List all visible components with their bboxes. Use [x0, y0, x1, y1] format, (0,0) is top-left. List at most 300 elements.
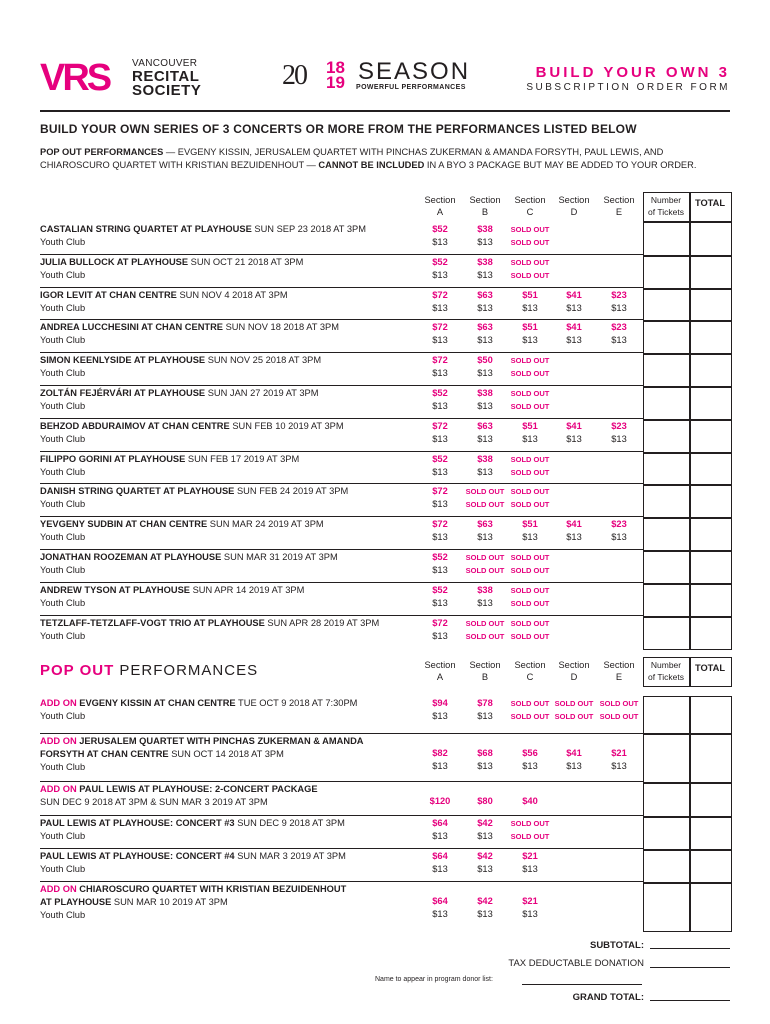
- price: $63: [477, 322, 493, 333]
- concert-row: [40, 452, 730, 485]
- intro-description: [40, 146, 730, 172]
- price: $41: [566, 748, 582, 758]
- popout-header-box-number: [643, 657, 691, 687]
- concert-title-line: [40, 519, 324, 529]
- price: $13: [522, 532, 538, 543]
- popout-concert-title: PAUL LEWIS AT PLAYHOUSE:: [40, 851, 174, 861]
- popout-concert-date: SUN DEC 9 2018 AT 3PM: [237, 818, 345, 828]
- price: $13: [477, 831, 493, 841]
- section-letter: A: [436, 672, 444, 682]
- row-total-input[interactable]: [689, 550, 732, 585]
- row-total-input[interactable]: [689, 222, 732, 257]
- popout-total-header: TOTAL: [694, 663, 726, 673]
- sold-out-label: SOLD OUT: [510, 699, 550, 708]
- price: $13: [522, 909, 538, 919]
- concert-title-line: [40, 585, 304, 595]
- ticket-count-input[interactable]: [643, 849, 691, 884]
- price: $13: [522, 302, 538, 313]
- concert-title: JONATHAN ROOZEMAN AT PLAYHOUSE: [40, 552, 222, 562]
- row-total-input[interactable]: [689, 353, 732, 388]
- season-year-2: 19: [326, 73, 345, 92]
- ticket-count-input[interactable]: [643, 353, 691, 388]
- sold-out-label: SOLD OUT: [510, 631, 550, 641]
- row-divider: [40, 319, 643, 320]
- popout-sub-label: Youth Club: [40, 864, 86, 874]
- concert-title: SIMON KEENLYSIDE AT PLAYHOUSE: [40, 355, 206, 366]
- popout-title-rest: PERFORMANCES: [114, 662, 259, 679]
- concert-title: FILIPPO GORINI AT PLAYHOUSE: [40, 453, 186, 464]
- section-word: Section: [469, 660, 501, 670]
- sold-out-label: SOLD OUT: [510, 553, 550, 562]
- price: $38: [477, 584, 493, 595]
- sold-out-label: SOLD OUT: [510, 832, 550, 841]
- section-letter: B: [481, 207, 489, 217]
- price: $13: [477, 864, 493, 874]
- popout-concert-title-bold: CONCERT #3: [175, 818, 235, 828]
- main-section-d: [552, 194, 596, 218]
- price: $64: [432, 896, 448, 906]
- ticket-count-input[interactable]: [643, 288, 691, 323]
- popout-row: [40, 882, 730, 930]
- price: $51: [522, 420, 538, 431]
- row-total-input[interactable]: [689, 288, 732, 323]
- concert-title-line: [40, 224, 366, 234]
- sold-out-label: SOLD OUT: [510, 369, 550, 379]
- youth-club-label: Youth Club: [40, 237, 86, 247]
- sold-out-label: SOLD OUT: [554, 699, 594, 708]
- form-title: BUILD YOUR OWN 3: [535, 64, 730, 81]
- section-word: Section: [603, 660, 635, 670]
- grand-total-label: GRAND TOTAL:: [572, 992, 644, 1003]
- concert-title-line: [40, 257, 303, 267]
- price: $51: [522, 322, 538, 333]
- ticket-count-input[interactable]: [643, 696, 691, 734]
- youth-club-label: Youth Club: [40, 630, 86, 641]
- price: $13: [522, 761, 538, 771]
- concert-row: [40, 616, 730, 649]
- sold-out-label: SOLD OUT: [554, 712, 594, 721]
- price: $120: [429, 796, 451, 806]
- row-total-input[interactable]: [689, 696, 732, 734]
- popout-concert-title-bold: CONCERT #4: [175, 851, 235, 861]
- section-word: Section: [469, 195, 501, 205]
- donor-name-field[interactable]: [522, 984, 642, 985]
- price: $82: [432, 748, 448, 758]
- price: $13: [522, 864, 538, 874]
- concert-title-line: [40, 454, 299, 464]
- youth-club-label: Youth Club: [40, 269, 86, 280]
- price: $38: [477, 224, 493, 234]
- ticket-count-input[interactable]: [643, 255, 691, 290]
- price: $13: [432, 269, 448, 280]
- of-tickets-word: of Tickets: [648, 207, 684, 217]
- ticket-count-input[interactable]: [643, 583, 691, 618]
- youth-club-label: Youth Club: [40, 565, 86, 575]
- popout-row: [40, 816, 730, 849]
- price: $23: [611, 322, 627, 333]
- desc-emphasis: CANNOT BE INCLUDED: [318, 160, 425, 170]
- sold-out-label: SOLD OUT: [510, 487, 550, 497]
- price: $94: [432, 698, 448, 708]
- price: $50: [477, 355, 493, 366]
- price: $13: [432, 532, 448, 543]
- price: $64: [432, 818, 448, 828]
- popout-section-e: [597, 659, 641, 683]
- popout-sub-label: SUN DEC 9 2018 AT 3PM & SUN MAR 3 2019 AT 3PM: [40, 797, 268, 807]
- row-total-input[interactable]: [689, 583, 732, 618]
- row-divider: [40, 418, 643, 419]
- header-box-total: [689, 192, 732, 222]
- price: $13: [477, 466, 493, 477]
- sold-out-label: SOLD OUT: [510, 712, 550, 721]
- price: $13: [477, 335, 493, 346]
- popout-section-d: [552, 659, 596, 683]
- concert-row: [40, 255, 730, 288]
- price: $21: [611, 748, 627, 758]
- price: $13: [432, 711, 448, 721]
- sold-out-label: SOLD OUT: [510, 819, 550, 828]
- section-word: Section: [514, 660, 546, 670]
- sold-out-label: SOLD OUT: [510, 467, 550, 477]
- row-total-input[interactable]: [689, 782, 732, 818]
- price: $38: [477, 256, 493, 267]
- popout-concert-date: SUN MAR 10 2019 AT 3PM: [113, 897, 228, 907]
- section-letter: C: [526, 672, 534, 682]
- popout-section-c: [508, 659, 552, 683]
- price: $13: [432, 831, 448, 841]
- popout-sub-label: Youth Club: [40, 762, 86, 772]
- concert-title: CASTALIAN STRING QUARTET AT PLAYHOUSE: [40, 224, 252, 234]
- youth-club-label: Youth Club: [40, 335, 86, 346]
- concert-date: SUN FEB 24 2019 AT 3PM: [236, 486, 349, 497]
- popout-concert-date: SUN OCT 14 2018 AT 3PM: [171, 749, 284, 759]
- price: $13: [432, 499, 448, 510]
- concert-date: SUN APR 28 2019 AT 3PM: [267, 617, 380, 628]
- number-word: Number: [650, 660, 682, 670]
- price: $13: [432, 302, 448, 313]
- main-section-e: [597, 194, 641, 218]
- price: $13: [566, 761, 582, 771]
- grand-total-field[interactable]: [650, 1000, 730, 1001]
- price: $13: [477, 532, 493, 543]
- youth-club-label: Youth Club: [40, 466, 86, 477]
- add-on-label: ADD ON: [40, 736, 77, 746]
- price: $13: [432, 909, 448, 919]
- popout-title-line: [40, 736, 364, 746]
- row-total-input[interactable]: [689, 255, 732, 290]
- concert-date: SUN NOV 25 2018 AT 3PM: [207, 355, 322, 366]
- ticket-count-input[interactable]: [643, 550, 691, 585]
- desc-part-c: IN A BYO 3 PACKAGE BUT MAY BE ADDED TO YOUR ORDER.: [424, 160, 697, 170]
- sold-out-label: SOLD OUT: [599, 699, 639, 708]
- concert-row: [40, 386, 730, 419]
- ticket-count-input[interactable]: [643, 734, 691, 784]
- concert-title: ZOLTÁN FEJÉRVÁRI AT PLAYHOUSE: [40, 388, 206, 398]
- popout-concert-title-bold: 2-CONCERT PACKAGE: [214, 784, 318, 794]
- add-on-label: ADD ON: [40, 784, 77, 794]
- popout-title-line2: [40, 749, 284, 759]
- concert-date: SUN MAR 24 2019 AT 3PM: [209, 519, 324, 530]
- price: $68: [477, 748, 493, 758]
- row-total-input[interactable]: [689, 484, 732, 519]
- youth-club-label: Youth Club: [40, 433, 86, 444]
- price: $72: [432, 289, 448, 300]
- sold-out-label: SOLD OUT: [510, 402, 550, 411]
- main-total-header: TOTAL: [694, 198, 726, 208]
- number-word: Number: [650, 195, 682, 205]
- section-letter: D: [570, 672, 578, 682]
- concert-title: YEVGENY SUDBIN AT CHAN CENTRE: [40, 519, 208, 530]
- price: $52: [432, 584, 448, 595]
- price: $41: [566, 322, 582, 333]
- sold-out-label: SOLD OUT: [465, 500, 505, 510]
- price: $42: [477, 851, 493, 861]
- subtotal-label: SUBTOTAL:: [589, 940, 644, 951]
- concert-title-line: [40, 486, 348, 496]
- price: $40: [522, 796, 538, 806]
- row-total-input[interactable]: [689, 816, 732, 851]
- section-letter: C: [526, 207, 534, 217]
- price: $13: [432, 433, 448, 444]
- add-on-label: ADD ON: [40, 698, 77, 708]
- price: $13: [566, 335, 582, 346]
- pop-out-label: POP OUT PERFORMANCES: [40, 147, 164, 157]
- popout-sub-label: Youth Club: [40, 831, 86, 841]
- concert-title-line: [40, 290, 288, 300]
- season-year-prefix: 20: [282, 60, 306, 91]
- sold-out-label: SOLD OUT: [510, 270, 550, 280]
- concert-date: SUN APR 14 2019 AT 3PM: [192, 584, 305, 595]
- popout-concert-title: PAUL LEWIS AT PLAYHOUSE:: [40, 818, 174, 828]
- popout-title-accent: POP OUT: [40, 662, 115, 679]
- row-total-input[interactable]: [689, 849, 732, 884]
- price: $51: [522, 519, 538, 530]
- concert-row: [40, 484, 730, 517]
- popout-concert-title: PAUL LEWIS AT PLAYHOUSE:: [79, 784, 213, 794]
- price: $13: [611, 302, 627, 313]
- donation-field[interactable]: [650, 967, 730, 968]
- header-box-number: [643, 192, 691, 222]
- price: $38: [477, 388, 493, 398]
- price: $52: [432, 388, 448, 398]
- subtotal-field[interactable]: [650, 948, 730, 949]
- price: $13: [477, 302, 493, 313]
- vrs-logo: [40, 58, 210, 100]
- popout-sub-label: Youth Club: [40, 711, 86, 721]
- ticket-count-input[interactable]: [643, 320, 691, 355]
- price: $13: [566, 532, 582, 543]
- season-year-suffix: [326, 60, 345, 90]
- ticket-count-input[interactable]: [643, 517, 691, 552]
- sold-out-label: SOLD OUT: [465, 631, 505, 641]
- popout-title-line: [40, 884, 346, 894]
- price: $41: [566, 289, 582, 300]
- ticket-count-input[interactable]: [643, 419, 691, 454]
- row-divider: [40, 733, 643, 734]
- price: $41: [566, 420, 582, 431]
- price: $13: [432, 761, 448, 771]
- price: $80: [477, 796, 493, 806]
- row-total-input[interactable]: [689, 419, 732, 454]
- popout-sub-label: Youth Club: [40, 910, 86, 920]
- row-divider: [40, 781, 643, 782]
- popout-title-line: [40, 784, 318, 794]
- section-word: Section: [558, 195, 590, 205]
- concert-title: BEHZOD ABDURAIMOV AT CHAN CENTRE: [40, 420, 230, 431]
- popout-concert-title: CHIAROSCURO QUARTET WITH KRISTIAN BEZUIDENHOUT: [79, 884, 347, 894]
- youth-club-label: Youth Club: [40, 401, 86, 411]
- price: $72: [432, 322, 448, 333]
- price: $13: [566, 433, 582, 444]
- row-divider: [40, 549, 643, 550]
- ticket-count-input[interactable]: [643, 484, 691, 519]
- popout-concert-title-cont: FORSYTH AT CHAN CENTRE: [40, 749, 169, 759]
- price: $72: [432, 355, 448, 366]
- price: $13: [611, 433, 627, 444]
- concert-row: [40, 550, 730, 583]
- price: $13: [566, 302, 582, 313]
- row-total-input[interactable]: [689, 882, 732, 932]
- sold-out-label: SOLD OUT: [510, 500, 550, 510]
- ticket-count-input[interactable]: [643, 222, 691, 257]
- concert-row: [40, 583, 730, 616]
- youth-club-label: Youth Club: [40, 499, 86, 510]
- ticket-count-input[interactable]: [643, 616, 691, 651]
- price: $13: [432, 466, 448, 477]
- popout-concert-date: SUN MAR 3 2019 AT 3PM: [237, 851, 346, 861]
- row-divider: [40, 352, 643, 353]
- price: $51: [522, 289, 538, 300]
- price: $23: [611, 420, 627, 431]
- price: $13: [477, 909, 493, 919]
- row-total-input[interactable]: [689, 320, 732, 355]
- price: $13: [522, 335, 538, 346]
- popout-section-b: [463, 659, 507, 683]
- row-total-input[interactable]: [689, 517, 732, 552]
- youth-club-label: Youth Club: [40, 302, 86, 313]
- price: $21: [522, 896, 538, 906]
- ticket-count-input[interactable]: [643, 452, 691, 487]
- concert-date: SUN MAR 31 2019 AT 3PM: [223, 552, 338, 562]
- row-total-input[interactable]: [689, 734, 732, 784]
- sold-out-label: SOLD OUT: [510, 389, 550, 398]
- price: $72: [432, 486, 448, 497]
- section-word: Section: [514, 195, 546, 205]
- concert-title-line: [40, 388, 318, 398]
- price: $13: [477, 237, 493, 247]
- row-divider: [40, 881, 643, 882]
- org-name-line2: RECITAL: [132, 68, 200, 85]
- price: $52: [432, 552, 448, 562]
- section-letter: A: [436, 207, 444, 217]
- concert-row: [40, 353, 730, 386]
- main-section-a: [418, 194, 462, 218]
- price: $13: [432, 630, 448, 641]
- price: $13: [477, 711, 493, 721]
- sold-out-label: SOLD OUT: [465, 553, 505, 562]
- row-total-input[interactable]: [689, 616, 732, 651]
- row-divider: [40, 385, 643, 386]
- section-letter: D: [570, 207, 578, 217]
- youth-club-label: Youth Club: [40, 597, 86, 608]
- row-divider: [40, 516, 643, 517]
- price: $13: [477, 597, 493, 608]
- sold-out-label: SOLD OUT: [510, 585, 550, 595]
- concert-title-line: [40, 552, 338, 562]
- concert-date: SUN NOV 18 2018 AT 3PM: [225, 322, 339, 333]
- row-total-input[interactable]: [689, 452, 732, 487]
- section-word: Section: [424, 660, 456, 670]
- price: $64: [432, 851, 448, 861]
- form-subtitle: SUBSCRIPTION ORDER FORM: [526, 82, 730, 93]
- youth-club-label: Youth Club: [40, 368, 86, 379]
- season-word: SEASON: [358, 58, 471, 85]
- sold-out-label: SOLD OUT: [465, 487, 505, 497]
- popout-concert-title-cont: AT PLAYHOUSE: [40, 897, 112, 907]
- desc-part-a: — EVGENY KISSIN, JERUSALEM QUARTET WITH PINCHAS ZUKERMAN & AMANDA FORSYTH, PAUL LEWIS, AND CHIAROSCURO QUARTET WITH KRISTIAN BEZUIDENHOUT —: [40, 147, 664, 170]
- sold-out-label: SOLD OUT: [510, 618, 550, 628]
- concert-title-line: [40, 421, 344, 431]
- price: $13: [432, 864, 448, 874]
- price: $13: [477, 761, 493, 771]
- sold-out-label: SOLD OUT: [599, 712, 639, 721]
- concert-title-line: [40, 618, 379, 628]
- row-divider: [40, 848, 643, 849]
- price: $56: [522, 748, 538, 758]
- concert-title: IGOR LEVIT AT CHAN CENTRE: [40, 289, 177, 300]
- row-total-input[interactable]: [689, 386, 732, 421]
- price: $13: [477, 433, 493, 444]
- price: $63: [477, 289, 493, 300]
- page-heading: BUILD YOUR OWN SERIES OF 3 CONCERTS OR MORE FROM THE PERFORMANCES LISTED BELOW: [40, 122, 637, 136]
- popout-concert-title: JERUSALEM QUARTET WITH PINCHAS ZUKERMAN & AMANDA: [79, 736, 364, 746]
- concert-date: SUN FEB 10 2019 AT 3PM: [232, 420, 344, 431]
- section-word: Section: [558, 660, 590, 670]
- price: $13: [477, 269, 493, 280]
- ticket-count-input[interactable]: [643, 782, 691, 818]
- donor-name-label: Name to appear in program donor list:: [375, 976, 493, 983]
- price: $13: [611, 761, 627, 771]
- price: $13: [611, 532, 627, 543]
- price: $52: [432, 256, 448, 267]
- price: $38: [477, 453, 493, 464]
- row-divider: [40, 483, 643, 484]
- price: $72: [432, 617, 448, 628]
- price: $13: [432, 565, 448, 575]
- row-divider: [40, 451, 643, 452]
- season-tagline: POWERFUL PERFORMANCES: [356, 84, 466, 91]
- concert-date: SUN JAN 27 2019 AT 3PM: [207, 388, 319, 398]
- price: $13: [432, 368, 448, 379]
- ticket-count-input[interactable]: [643, 882, 691, 932]
- popout-header-box-total: [689, 657, 732, 687]
- concert-row: [40, 222, 730, 255]
- main-section-b: [463, 194, 507, 218]
- concert-title: DANISH STRING QUARTET AT PLAYHOUSE: [40, 486, 235, 497]
- price: $63: [477, 519, 493, 530]
- row-divider: [40, 582, 643, 583]
- ticket-count-input[interactable]: [643, 816, 691, 851]
- price: $52: [432, 224, 448, 234]
- price: $23: [611, 289, 627, 300]
- price: $21: [522, 851, 538, 861]
- sold-out-label: SOLD OUT: [510, 225, 550, 234]
- org-name-line3: SOCIETY: [132, 82, 202, 99]
- concert-date: SUN SEP 23 2018 AT 3PM: [254, 224, 367, 234]
- price: $52: [432, 453, 448, 464]
- ticket-count-input[interactable]: [643, 386, 691, 421]
- sold-out-label: SOLD OUT: [510, 356, 550, 366]
